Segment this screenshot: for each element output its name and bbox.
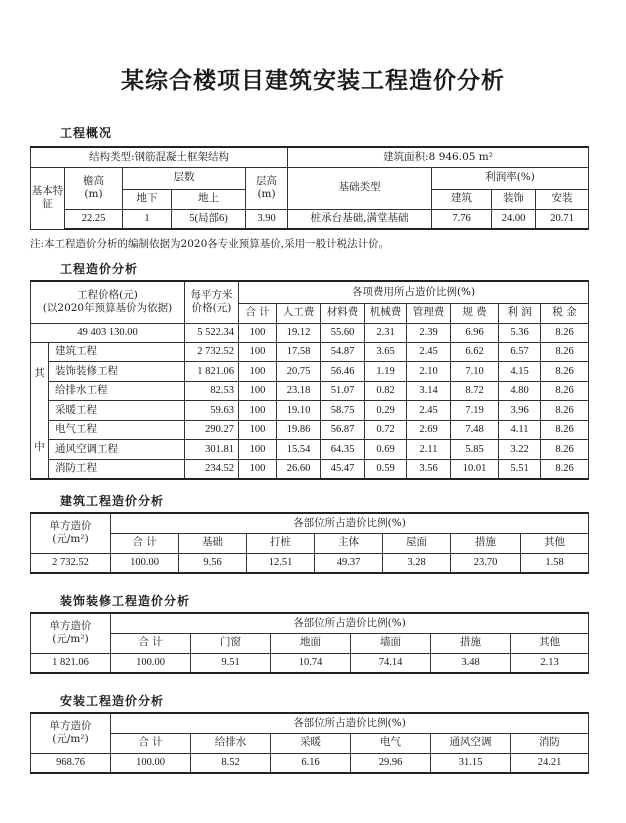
page-title: 某综合楼项目建筑安装工程造价分析 xyxy=(121,67,505,94)
side-label-qizhong: 其 中 xyxy=(31,342,49,479)
col-header: 合 计 xyxy=(111,733,191,753)
col-header: 电气 xyxy=(351,733,431,753)
table-row xyxy=(31,440,589,460)
cell: 10.01 xyxy=(451,459,499,479)
cell: 100 xyxy=(239,401,277,421)
eave-height-header: 檐高 (m) xyxy=(65,167,123,209)
cell: 1.19 xyxy=(365,362,407,382)
overview-table xyxy=(30,146,589,230)
foundation-type-header: 基础类型 xyxy=(288,167,432,209)
cell: 2.10 xyxy=(407,362,451,382)
row-name: 给排水工程 xyxy=(49,381,185,401)
cell: 9.56 xyxy=(179,553,247,573)
col-header: 管理费 xyxy=(407,303,451,323)
building-table xyxy=(30,512,589,574)
cell: 3.28 xyxy=(383,553,451,573)
cell: 58.75 xyxy=(321,401,365,421)
cell: 12.51 xyxy=(247,553,315,573)
section-title-install: 安装工程造价分析 xyxy=(60,694,165,708)
table-row xyxy=(31,381,589,401)
profit-decoration-value: 24.00 xyxy=(492,209,536,229)
table-row xyxy=(31,323,589,342)
col-header: 合 计 xyxy=(111,533,179,553)
cell: 8.26 xyxy=(541,420,589,440)
profit-decoration-header: 装饰 xyxy=(492,189,536,209)
table-row xyxy=(31,342,589,362)
cell: 5.85 xyxy=(451,440,499,460)
cell: 2.31 xyxy=(365,323,407,342)
col-header: 合 计 xyxy=(111,633,191,653)
row-unit-price: 234.52 xyxy=(185,459,239,479)
cell: 0.59 xyxy=(365,459,407,479)
unit-cost-header: 单方造价 (元/m²) xyxy=(31,513,111,553)
cell: 45.47 xyxy=(321,459,365,479)
cell: 54.87 xyxy=(321,342,365,362)
part-ratio-header: 各部位所占造价比例(%) xyxy=(111,613,589,633)
cell: 8.26 xyxy=(541,459,589,479)
cell: 2.45 xyxy=(407,401,451,421)
foundation-type-value: 桩承台基础,满堂基础 xyxy=(288,209,432,229)
col-header: 采暖 xyxy=(271,733,351,753)
cell: 4.80 xyxy=(499,381,541,401)
cell: 1 821.06 xyxy=(31,653,111,673)
section-title-overview: 工程概况 xyxy=(60,126,113,140)
eave-height-value: 22.25 xyxy=(65,209,123,229)
col-header: 规 费 xyxy=(451,303,499,323)
cell: 5.36 xyxy=(499,323,541,342)
cell: 19.10 xyxy=(277,401,321,421)
col-header: 打桩 xyxy=(247,533,315,553)
floor-height-value: 3.90 xyxy=(246,209,288,229)
col-header: 地面 xyxy=(271,633,351,653)
cell: 0.82 xyxy=(365,381,407,401)
cell: 74.14 xyxy=(351,653,431,673)
cell: 64.35 xyxy=(321,440,365,460)
profit-install-value: 20.71 xyxy=(536,209,589,229)
row-unit-price: 2 732.52 xyxy=(185,342,239,362)
col-header: 其他 xyxy=(521,533,589,553)
cell: 17.58 xyxy=(277,342,321,362)
cell: 2.11 xyxy=(407,440,451,460)
row-unit-price: 59.63 xyxy=(185,401,239,421)
cell: 8.26 xyxy=(541,401,589,421)
cell: 9.51 xyxy=(191,653,271,673)
cell: 24.21 xyxy=(511,753,589,773)
cell: 3.96 xyxy=(499,401,541,421)
profit-rate-header: 利润率(%) xyxy=(432,167,589,189)
cell: 8.26 xyxy=(541,440,589,460)
table-row xyxy=(31,459,589,479)
cell: 3.48 xyxy=(431,653,511,673)
cost-price-header: 工程价格(元) (以2020年预算基价为依据) xyxy=(31,281,185,323)
cell: 15.54 xyxy=(277,440,321,460)
row-name: 电气工程 xyxy=(49,420,185,440)
table-row xyxy=(31,362,589,382)
profit-building-header: 建筑 xyxy=(432,189,492,209)
note-text: 注:本工程造价分析的编制依据为2020各专业预算基价,采用一般计税法计价。 xyxy=(30,238,390,250)
cell: 100 xyxy=(239,323,277,342)
cell: 2.13 xyxy=(511,653,589,673)
cell: 100 xyxy=(239,342,277,362)
cell: 100 xyxy=(239,381,277,401)
col-header: 材料费 xyxy=(321,303,365,323)
cell: 6.57 xyxy=(499,342,541,362)
cell: 8.26 xyxy=(541,381,589,401)
cell: 6.62 xyxy=(451,342,499,362)
table-row xyxy=(31,553,589,573)
section-title-decoration: 装饰装修工程造价分析 xyxy=(60,594,191,608)
section-title-building: 建筑工程造价分析 xyxy=(60,494,165,508)
table-row xyxy=(31,420,589,440)
cell: 26.60 xyxy=(277,459,321,479)
row-name: 通风空调工程 xyxy=(49,440,185,460)
cell: 56.87 xyxy=(321,420,365,440)
cell: 19.12 xyxy=(277,323,321,342)
cell: 2.39 xyxy=(407,323,451,342)
structure-type: 结构类型:钢筋混凝土框架结构 xyxy=(31,147,288,167)
cell: 6.16 xyxy=(271,753,351,773)
cost-ratio-header: 各项费用所占造价比例(%) xyxy=(239,281,589,303)
cost-table xyxy=(30,280,589,480)
table-row xyxy=(31,401,589,421)
row-unit-price: 1 821.06 xyxy=(185,362,239,382)
section-title-cost: 工程造价分析 xyxy=(60,262,139,276)
cell: 3.65 xyxy=(365,342,407,362)
cell: 1.58 xyxy=(521,553,589,573)
cell: 2.45 xyxy=(407,342,451,362)
cell: 19.86 xyxy=(277,420,321,440)
cost-unit-header: 每平方米 价格(元) xyxy=(185,281,239,323)
install-table xyxy=(30,712,589,774)
col-header: 门窗 xyxy=(191,633,271,653)
cell: 8.72 xyxy=(451,381,499,401)
cell: 8.26 xyxy=(541,323,589,342)
row-unit-price: 82.53 xyxy=(185,381,239,401)
cell: 7.19 xyxy=(451,401,499,421)
cell: 968.76 xyxy=(31,753,111,773)
unit-cost-header: 单方造价 (元/m²) xyxy=(31,613,111,653)
part-ratio-header: 各部位所占造价比例(%) xyxy=(111,513,589,533)
cell: 7.10 xyxy=(451,362,499,382)
col-header: 通风空调 xyxy=(431,733,511,753)
row-name: 消防工程 xyxy=(49,459,185,479)
underground-header: 地下 xyxy=(123,189,172,209)
cell: 100.00 xyxy=(111,753,191,773)
cell: 100.00 xyxy=(111,653,191,673)
total-unit-price: 5 522.34 xyxy=(185,323,239,342)
col-header: 措施 xyxy=(451,533,521,553)
col-header: 利 润 xyxy=(499,303,541,323)
cell: 5.51 xyxy=(499,459,541,479)
cell: 49.37 xyxy=(315,553,383,573)
col-header: 基础 xyxy=(179,533,247,553)
col-header: 机械费 xyxy=(365,303,407,323)
col-header: 人工费 xyxy=(277,303,321,323)
table-row xyxy=(31,653,589,673)
cell: 23.70 xyxy=(451,553,521,573)
total-price: 49 403 130.00 xyxy=(31,323,185,342)
cell: 8.26 xyxy=(541,362,589,382)
floor-height-header: 层高 (m) xyxy=(246,167,288,209)
cell: 4.11 xyxy=(499,420,541,440)
row-name: 采暖工程 xyxy=(49,401,185,421)
col-header: 合 计 xyxy=(239,303,277,323)
cell: 10.74 xyxy=(271,653,351,673)
profit-install-header: 安装 xyxy=(536,189,589,209)
aboveground-header: 地上 xyxy=(172,189,246,209)
row-name: 装饰装修工程 xyxy=(49,362,185,382)
col-header: 消防 xyxy=(511,733,589,753)
unit-cost-header: 单方造价 (元/m²) xyxy=(31,713,111,753)
col-header: 给排水 xyxy=(191,733,271,753)
cell: 100.00 xyxy=(111,553,179,573)
cell: 55.60 xyxy=(321,323,365,342)
col-header: 税 金 xyxy=(541,303,589,323)
basic-features-label: 基本特征 xyxy=(31,167,65,229)
cell: 2 732.52 xyxy=(31,553,111,573)
row-name: 建筑工程 xyxy=(49,342,185,362)
cell: 51.07 xyxy=(321,381,365,401)
part-ratio-header: 各部位所占造价比例(%) xyxy=(111,713,589,733)
col-header: 主体 xyxy=(315,533,383,553)
floors-header: 层数 xyxy=(123,167,246,189)
cell: 31.15 xyxy=(431,753,511,773)
cell: 100 xyxy=(239,362,277,382)
table-row xyxy=(31,753,589,773)
cell: 29.96 xyxy=(351,753,431,773)
cell: 2.69 xyxy=(407,420,451,440)
decoration-table xyxy=(30,612,589,674)
cell: 0.29 xyxy=(365,401,407,421)
cell: 3.22 xyxy=(499,440,541,460)
cell: 100 xyxy=(239,459,277,479)
profit-building-value: 7.76 xyxy=(432,209,492,229)
row-unit-price: 301.81 xyxy=(185,440,239,460)
cell: 56.46 xyxy=(321,362,365,382)
row-unit-price: 290.27 xyxy=(185,420,239,440)
cell: 8.52 xyxy=(191,753,271,773)
col-header: 墙面 xyxy=(351,633,431,653)
cell: 23.18 xyxy=(277,381,321,401)
cell: 100 xyxy=(239,440,277,460)
col-header: 屋面 xyxy=(383,533,451,553)
cell: 3.56 xyxy=(407,459,451,479)
cell: 4.15 xyxy=(499,362,541,382)
aboveground-value: 5(局部6) xyxy=(172,209,246,229)
cell: 7.48 xyxy=(451,420,499,440)
cell: 0.69 xyxy=(365,440,407,460)
building-area: 建筑面积:8 946.05 m² xyxy=(288,147,589,167)
cell: 3.14 xyxy=(407,381,451,401)
cell: 20.75 xyxy=(277,362,321,382)
col-header: 其他 xyxy=(511,633,589,653)
cell: 100 xyxy=(239,420,277,440)
cell: 8.26 xyxy=(541,342,589,362)
col-header: 措施 xyxy=(431,633,511,653)
cell: 0.72 xyxy=(365,420,407,440)
underground-value: 1 xyxy=(123,209,172,229)
cell: 6.96 xyxy=(451,323,499,342)
